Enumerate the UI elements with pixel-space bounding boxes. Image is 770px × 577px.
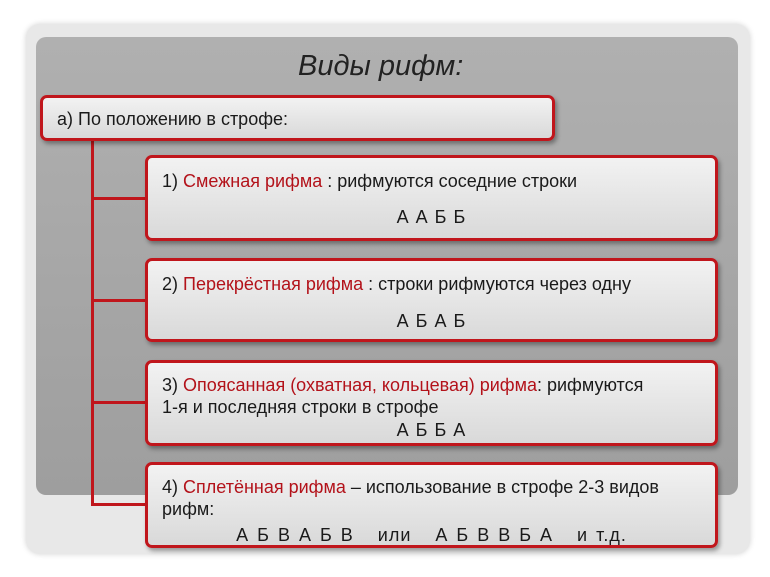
rhyme-term: Сплетённая рифма: [183, 477, 346, 497]
rhyme-pattern: А Б В А Б В или А Б В В Б А и т.д.: [236, 525, 627, 545]
tree-branch-3: [91, 401, 146, 404]
rhyme-description: : рифмуются соседние строки: [322, 171, 578, 191]
rhyme-description: – использование в строфе 2-3 видов: [345, 477, 659, 497]
rhyme-definition: [162, 363, 701, 396]
rhyme-number: 2): [162, 274, 179, 294]
rhyme-term: Опоясанная (охватная, кольцевая) рифма: [183, 375, 537, 395]
tree-trunk-line: [91, 141, 94, 506]
rhyme-term: Смежная рифма: [183, 171, 323, 191]
tree-branch-2: [91, 299, 146, 302]
rhyme-box-interwoven: [145, 462, 718, 548]
rhyme-number: 3): [162, 375, 179, 395]
tree-branch-4: [91, 503, 146, 506]
rhyme-box-adjacent: [145, 155, 718, 241]
rhyme-box-cross: [145, 258, 718, 342]
rhyme-description-continued: 1-я и последняя строки в строфе: [162, 397, 439, 417]
section-heading: а) По положению в строфе:: [57, 109, 289, 129]
rhyme-definition: [162, 261, 701, 295]
rhyme-definition: [162, 158, 701, 192]
tree-branch-1: [91, 197, 146, 200]
rhyme-pattern: А Б Б А: [396, 420, 467, 440]
rhyme-pattern: А А Б Б: [396, 207, 467, 227]
rhyme-number: 1): [162, 171, 179, 191]
rhyme-term: Перекрёстная рифма: [183, 274, 364, 294]
section-heading-box: [40, 95, 555, 141]
rhyme-description: : рифмуются: [536, 375, 644, 395]
rhyme-definition: [162, 465, 701, 498]
rhyme-number: 4): [162, 477, 179, 497]
rhyme-pattern: А Б А Б: [396, 311, 467, 331]
slide-title: Виды рифм:: [298, 50, 464, 82]
rhyme-description-continued: рифм:: [162, 499, 215, 519]
rhyme-description: : строки рифмуются через одну: [363, 274, 631, 294]
rhyme-box-enclosing: [145, 360, 718, 446]
